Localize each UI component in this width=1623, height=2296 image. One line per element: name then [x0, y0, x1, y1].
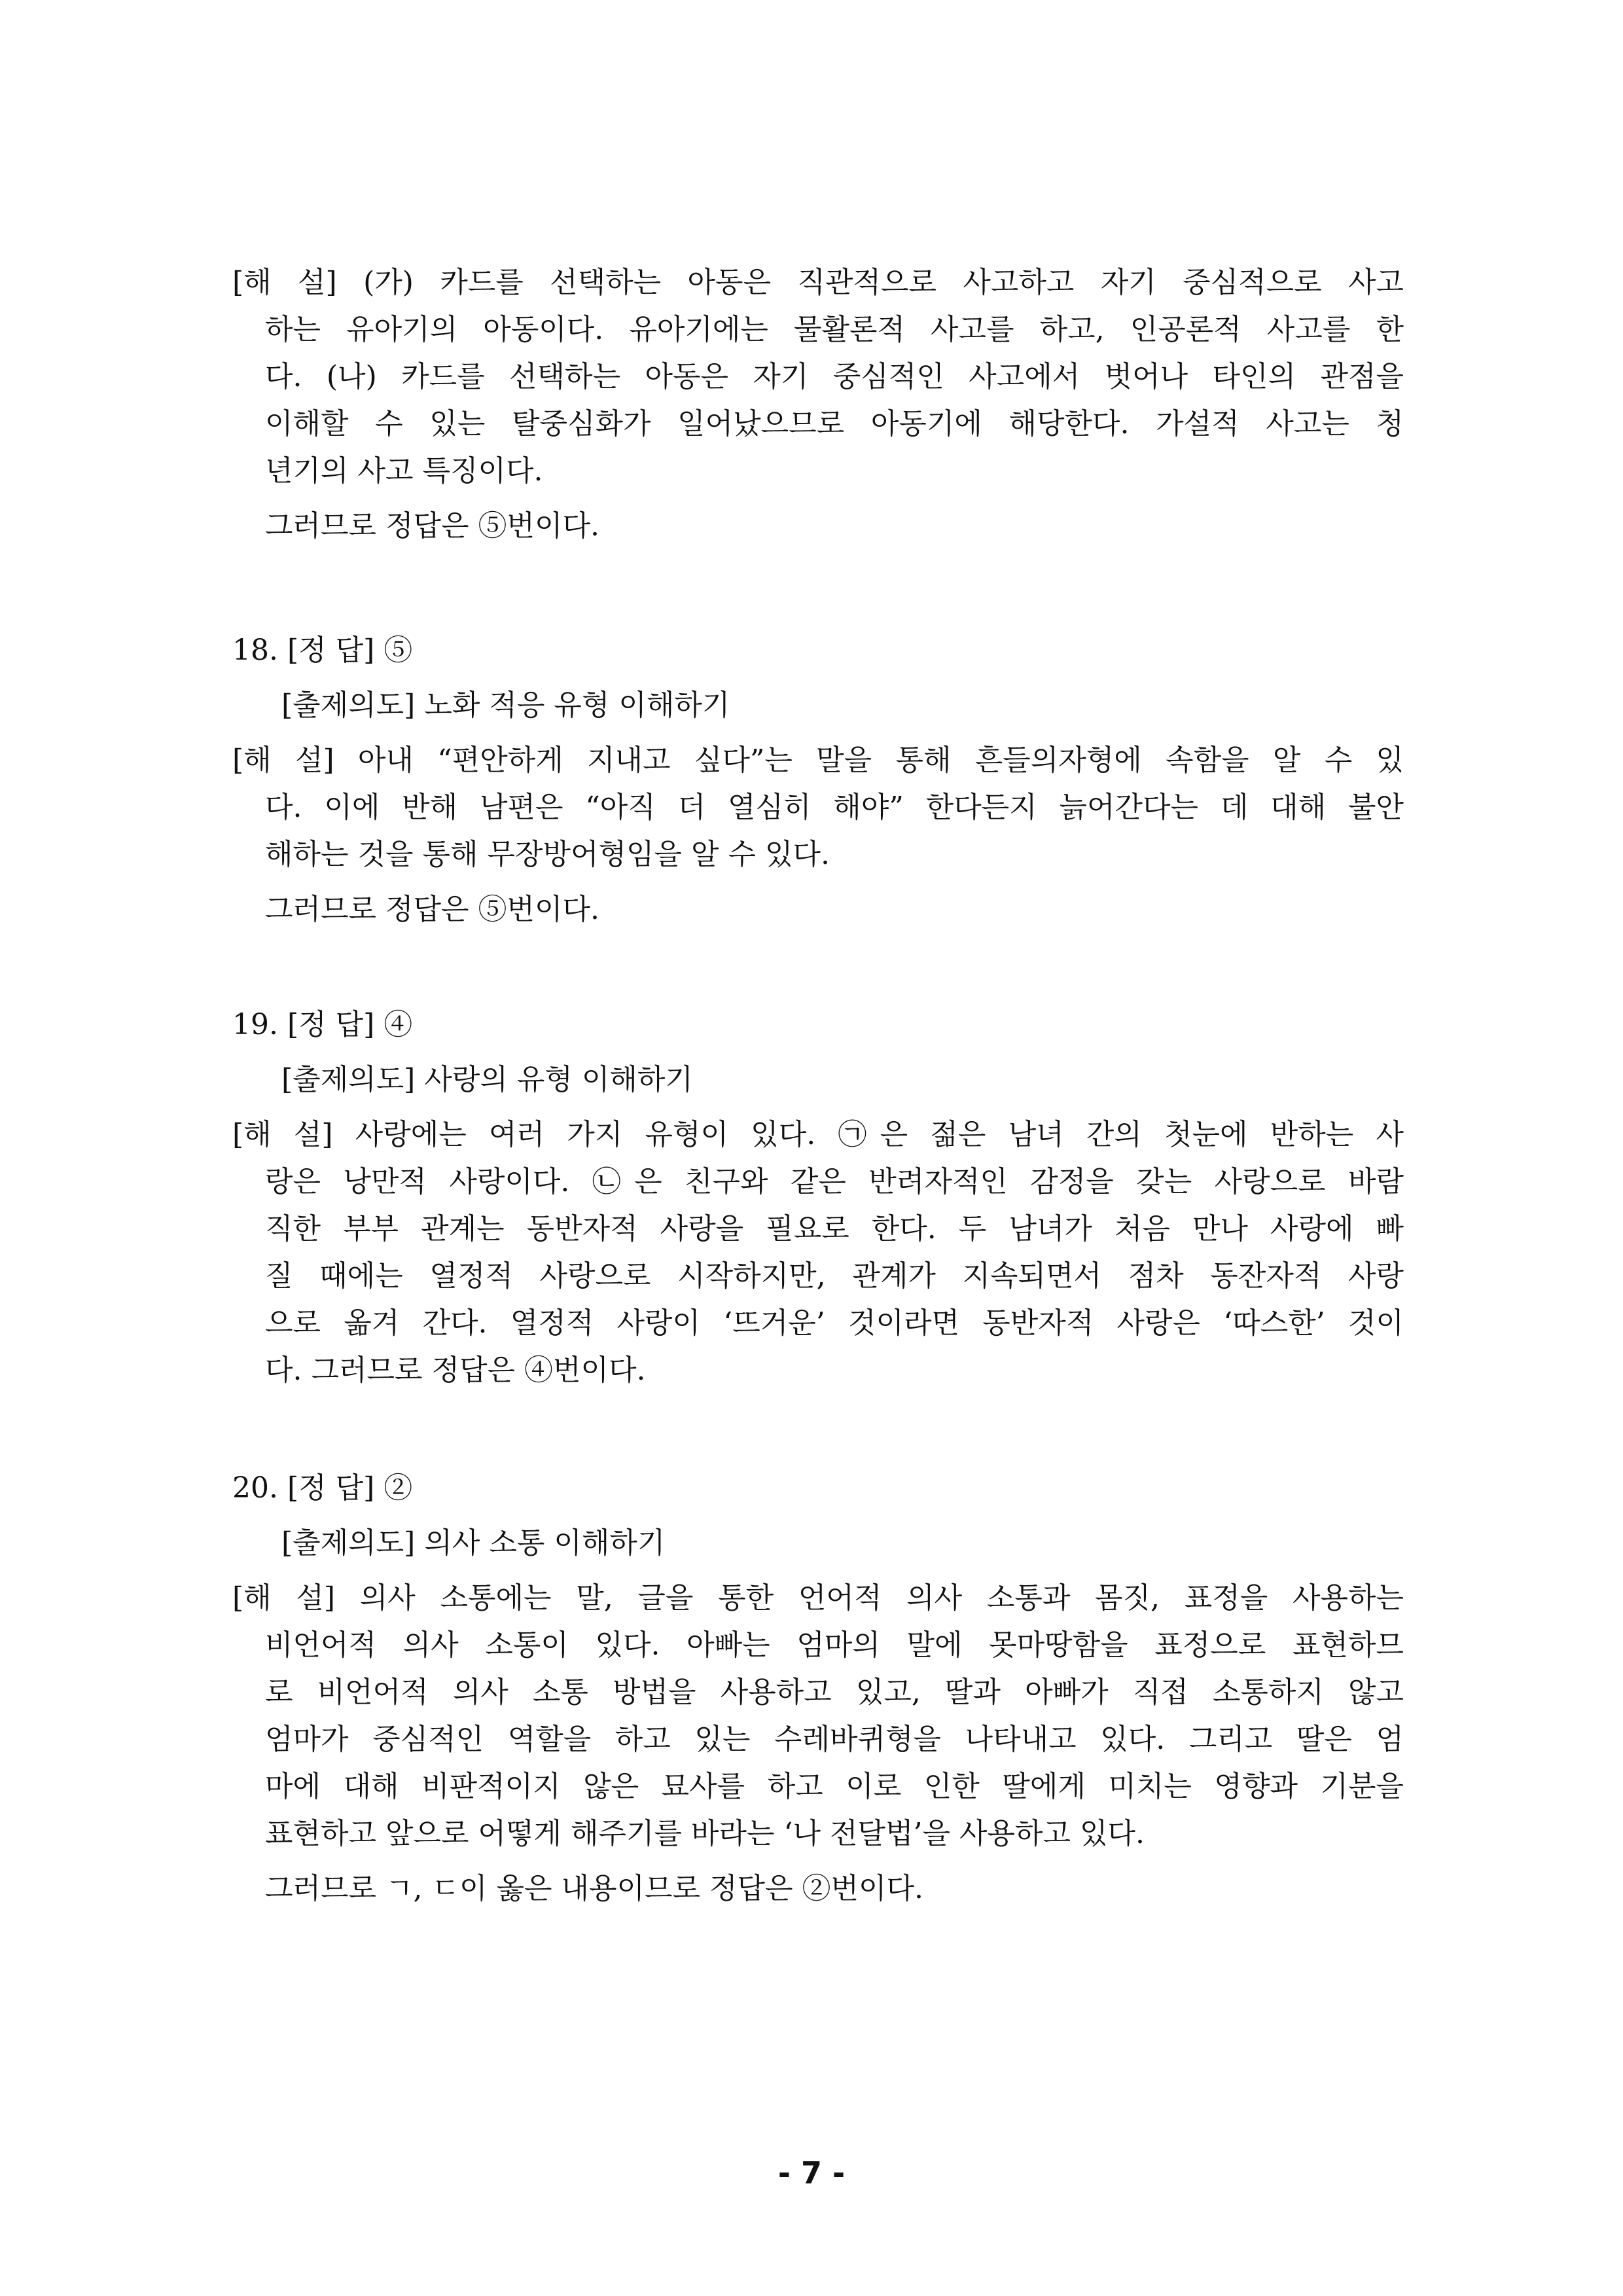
explanation-line: 직한 부부 관계는 동반자적 사랑을 필요로 한다. 두 남녀가 처음 만나 사랑에 빠: [265, 1212, 1404, 1246]
answer-heading: 18. [정 답] ⑤: [232, 634, 413, 667]
conclusion-line: 그러므로 ㄱ, ㄷ이 옳은 내용이므로 정답은 ②번이다.: [265, 1872, 923, 1905]
explanation-line: 마에 대해 비판적이지 않은 묘사를 하고 이로 인한 딸에게 미치는 영향과 기분을: [265, 1770, 1404, 1803]
section-17: [232, 259, 1404, 550]
explanation-line: 로 비언어적 의사 소통 방법을 사용하고 있고, 딸과 아빠가 직접 소통하지 않고: [265, 1676, 1404, 1709]
explanation-line: 다. 이에 반해 남편은 “아직 더 열심히 해야” 한다든지 늙어간다는 데 대해 불안: [265, 791, 1404, 824]
explanation-line: 다. 그러므로 정답은 ④번이다.: [265, 1354, 646, 1387]
explanation-line: [해 설] (가) 카드를 선택하는 아동은 직관적으로 사고하고 자기 중심적으로 사고: [232, 266, 1404, 299]
conclusion-line: 그러므로 정답은 ⑤번이다.: [265, 509, 599, 543]
explanation-line: [해 설] 아내 “편안하게 지내고 싶다”는 말을 통해 흔들의자형에 속함을 알 수 있: [232, 744, 1404, 777]
explanation-line: 랑은 낭만적 사랑이다. ㉡은 친구와 같은 반려자적인 감정을 갖는 사랑으로 바람: [265, 1165, 1404, 1198]
section-19: [232, 1001, 1404, 1394]
section-18: [232, 627, 1404, 933]
conclusion-line: 그러므로 정답은 ⑤번이다.: [265, 893, 599, 926]
answer-heading: 19. [정 답] ④: [232, 1008, 413, 1041]
question-intent: [출제의도] 사랑의 유형 이해하기: [281, 1063, 693, 1096]
question-intent: [출제의도] 노화 적응 유형 이해하기: [281, 689, 730, 722]
explanation-line: 해하는 것을 통해 무장방어형임을 알 수 있다.: [265, 838, 830, 871]
explanation-line: [해 설] 의사 소통에는 말, 글을 통한 언어적 의사 소통과 몸짓, 표정을 사용하는: [232, 1581, 1404, 1615]
explanation-line: 질 때에는 열정적 사랑으로 시작하지만, 관계가 지속되면서 점차 동잔자적 사랑: [265, 1259, 1404, 1293]
section-20: [232, 1465, 1404, 1912]
explanation-line: 년기의 사고 특징이다.: [265, 454, 543, 488]
explanation-line: 다. (나) 카드를 선택하는 아동은 자기 중심적인 사고에서 벗어나 타인의 관점을: [265, 360, 1404, 393]
question-intent: [출제의도] 의사 소통 이해하기: [281, 1526, 666, 1560]
explanation-line: 이해할 수 있는 탈중심화가 일어났으므로 아동기에 해당한다. 가설적 사고는 청: [265, 407, 1404, 440]
page-number: - 7 -: [777, 2155, 846, 2191]
explanation-line: 하는 유아기의 아동이다. 유아기에는 물활론적 사고를 하고, 인공론적 사고를 한: [265, 313, 1404, 346]
explanation-line: 엄마가 중심적인 역할을 하고 있는 수레바퀴형을 나타내고 있다. 그리고 딸은 엄: [265, 1723, 1404, 1756]
explanation-line: 으로 옮겨 간다. 열정적 사랑이 ‘뜨거운’ 것이라면 동반자적 사랑은 ‘따스한’ 것이: [265, 1306, 1404, 1340]
answer-heading: 20. [정 답] ②: [232, 1471, 413, 1505]
explanation-line: 표현하고 앞으로 어떻게 해주기를 바라는 ‘나 전달법’을 사용하고 있다.: [265, 1817, 1145, 1850]
explanation-line: 비언어적 의사 소통이 있다. 아빠는 엄마의 말에 못마땅함을 표정으로 표현하므: [265, 1628, 1404, 1662]
explanation-line: [해 설] 사랑에는 여러 가지 유형이 있다. ㉠은 젊은 남녀 간의 첫눈에 반하는 사: [232, 1118, 1404, 1151]
